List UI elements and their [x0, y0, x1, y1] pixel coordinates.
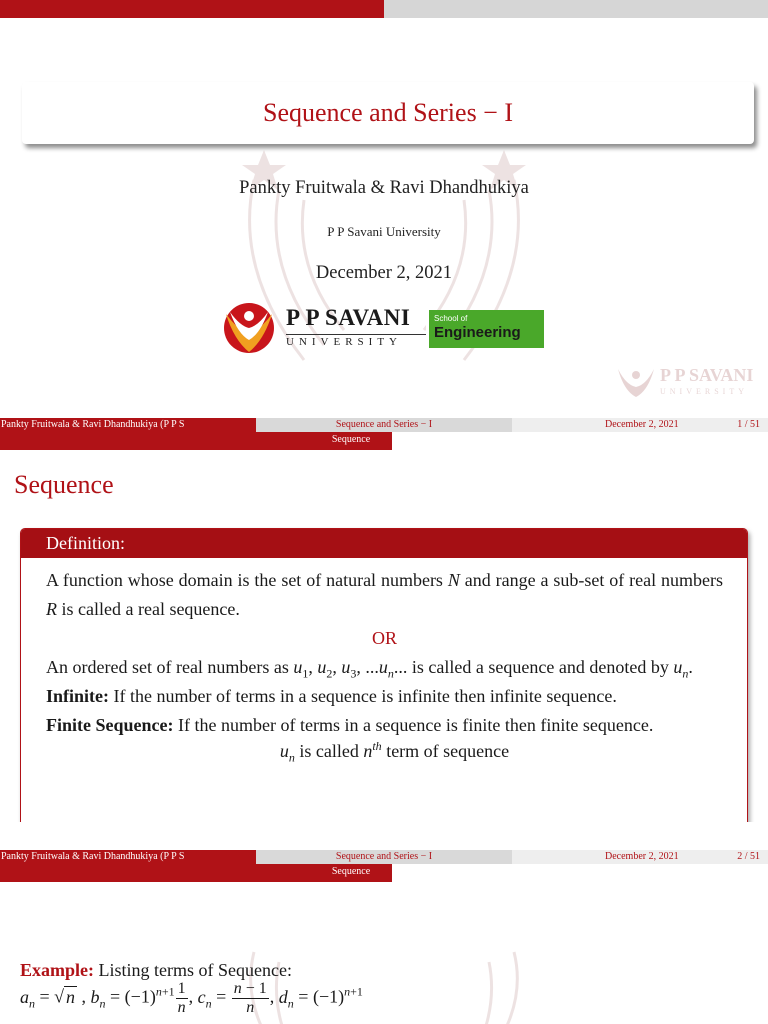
corner-watermark [608, 365, 764, 399]
footer-title: Sequence and Series − I [256, 850, 512, 864]
definition-text-1: A function whose domain is the set of natural numbers N and range a sub-set of real numbers R is called a real sequence. [46, 570, 723, 619]
example-heading [20, 960, 292, 981]
corner-emblem-icon [616, 365, 656, 399]
block-title: Definition: [21, 529, 747, 558]
footer-section: Sequence [310, 432, 392, 450]
footer-title: Sequence and Series − I [256, 418, 512, 432]
definition-block [20, 528, 748, 822]
example-text: Listing terms of Sequence: [94, 960, 292, 980]
watermark-brand: P P SAVANI [660, 365, 754, 385]
institute: P P Savani University [327, 224, 441, 239]
watermark-university: UNIVERSITY [660, 387, 748, 396]
school-badge [426, 310, 544, 348]
slide-footer [0, 418, 768, 450]
presentation-title: Sequence and Series − I [262, 98, 514, 127]
logo-brand: P P SAVANI [286, 305, 411, 330]
infinite-definition: Infinite: If the number of terms in a sequence is infinite then infinite sequence. [46, 686, 617, 706]
sequence-formulas: $a_n$ = √ n , $b_n = (-1)^{n+1}$ $\frac{1}{n}$ , $c_n$ = $\frac{n - 1}{n}$ , $d_n = (-1)^{n+1}$ [20, 980, 363, 1016]
university-emblem-icon [220, 300, 278, 356]
example-slide [0, 882, 768, 1024]
footer-authors: Pankty Fruitwala & Ravi Dhandhukiya (P P S [0, 418, 256, 432]
slide-footer [0, 850, 768, 882]
progress-bar [0, 0, 768, 18]
footer-page-number: 1 / 51 [737, 419, 760, 430]
school-name: Engineering [434, 324, 521, 341]
footer-page-number: 2 / 51 [737, 851, 760, 862]
nth-term-note: $u_n$ is called $n^{th}$ term of sequence [279, 739, 510, 765]
footer-section: Sequence [310, 864, 392, 882]
definition-text-2: An ordered set of real numbers as $u_1$, $u_2$, $u_3$, $...u_n$... is called a sequence and denoted by $u_n$. [46, 657, 693, 681]
frame-title: Sequence [14, 470, 114, 499]
title-box [22, 82, 754, 144]
footer-date: December 2, 2021 [605, 851, 679, 862]
university-logo [220, 300, 546, 356]
logo-university: UNIVERSITY [286, 334, 426, 348]
authors: Pankty Fruitwala & Ravi Dhandhukiya [239, 178, 529, 198]
definition-slide [0, 450, 768, 822]
example-label: Example: [20, 960, 94, 980]
title-slide [0, 0, 768, 418]
or-separator: OR [371, 628, 397, 648]
school-label: School of [434, 314, 468, 323]
footer-date: December 2, 2021 [605, 419, 679, 430]
footer-authors: Pankty Fruitwala & Ravi Dhandhukiya (P P S [0, 850, 256, 864]
presentation-date: December 2, 2021 [315, 263, 453, 283]
finite-definition: Finite Sequence: If the number of terms in a sequence is finite then finite sequence. [46, 715, 654, 735]
block-body [21, 558, 747, 765]
